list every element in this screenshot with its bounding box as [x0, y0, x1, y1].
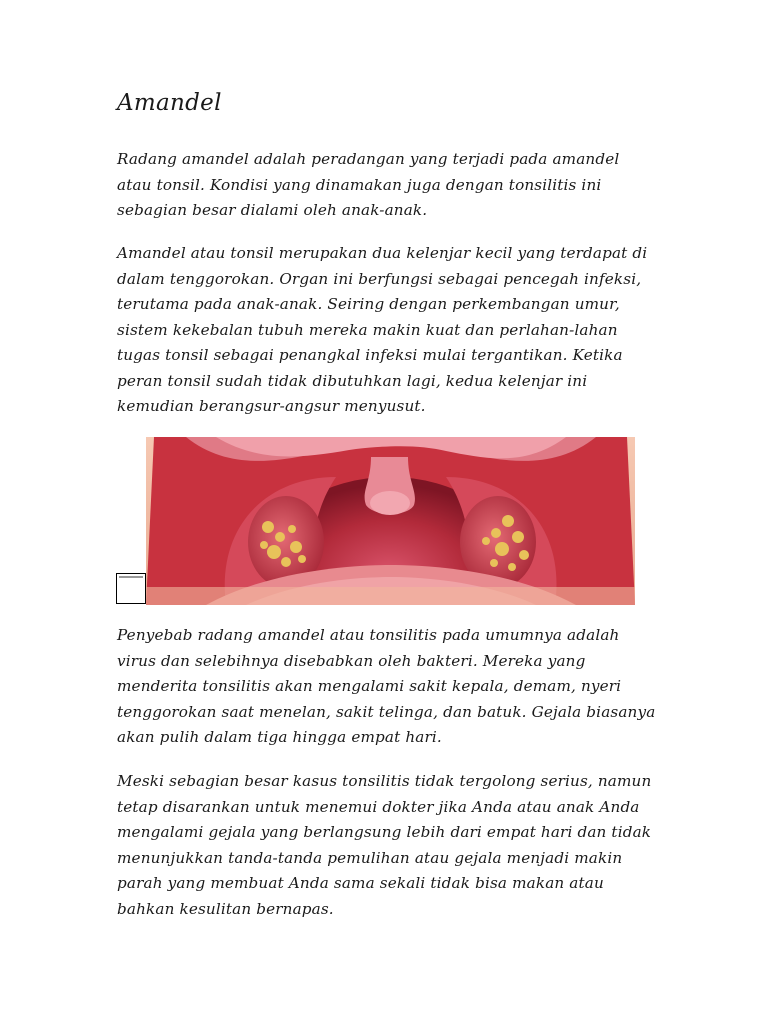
document-title: Amandel: [117, 90, 222, 116]
placeholder-line: [119, 576, 143, 578]
paragraph-intro: Radang amandel adalah peradangan yang terjadi pada amandel atau tonsil. Kondisi yang dinamakan juga dengan tonsilitis ini sebagian besar dialami oleh anak-anak.: [117, 150, 620, 219]
paragraph-function: Amandel atau tonsil merupakan dua kelenjar kecil yang terdapat di dalam tenggorokan. Organ ini berfungsi sebagai pencegah infeksi, terutama pada anak-anak. Seiring dengan perkembangan umur, sistem kekebalan tubuh mereka makin kuat dan perlahan-lahan tugas tonsil sebagai penangkal infeksi mulai tergantikan. Ketika peran tonsil sudah tidak dibutuhkan lagi, kedua kelenjar ini kemudian berangsur-angsur menyusut.: [117, 244, 648, 415]
image-placeholder-box: [116, 573, 146, 604]
paragraph-advice: Meski sebagian besar kasus tonsilitis tidak tergolong serius, namun tetap disarankan untuk menemui dokter jika Anda atau anak Anda mengalami gejala yang berlangsung lebih dari empat hari dan tidak menunjukkan tanda-tanda pemulihan atau gejala menjadi makin parah yang membuat Anda sama sekali tidak bisa makan atau bahkan kesulitan bernapas.: [117, 772, 652, 918]
throat-illustration-icon: [146, 437, 635, 605]
tonsillitis-illustration: [146, 437, 635, 605]
paragraph-causes: Penyebab radang amandel atau tonsilitis pada umumnya adalah virus dan selebihnya disebabkan oleh bakteri. Mereka yang menderita tonsilitis akan mengalami sakit kepala, demam, nyeri tenggorokan saat menelan, sakit telinga, dan batuk. Gejala biasanya akan pulih dalam tiga hingga empat hari.: [117, 626, 656, 746]
